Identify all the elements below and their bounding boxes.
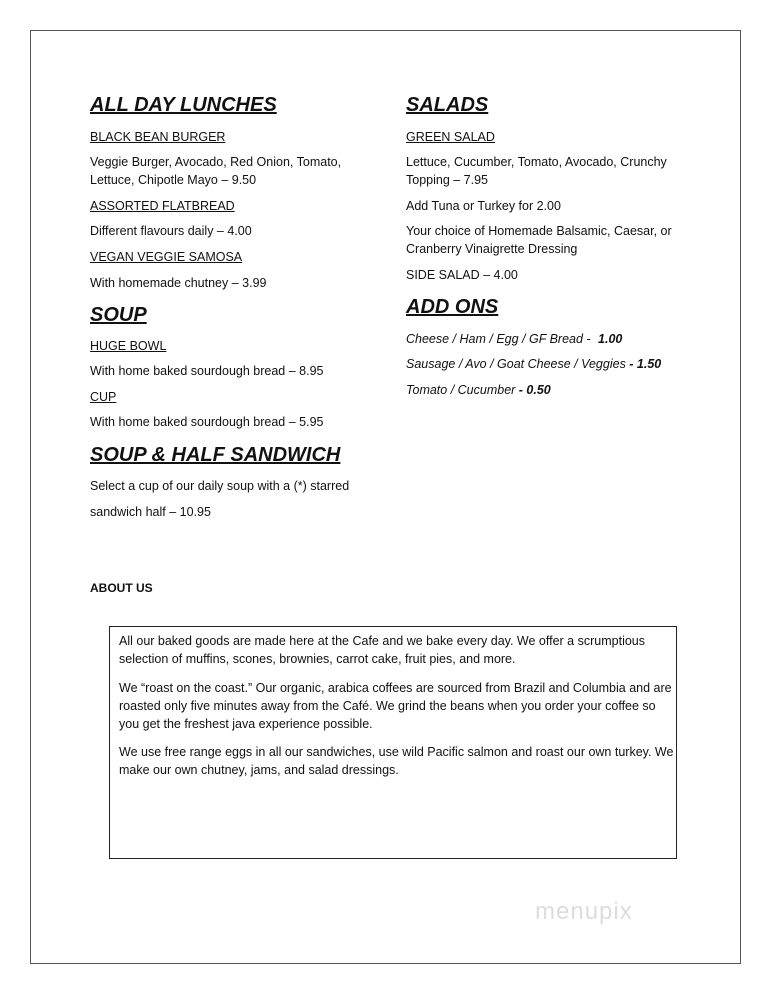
item-desc: SIDE SALAD – 4.00	[406, 268, 518, 282]
about-paragraph: All our baked goods are made here at the Cafe and we bake every day. We offer a scrumptious selection of muffins, scones, brownies, carrot cake, fruit pies, and more.	[119, 634, 645, 666]
section-heading-salads: SALADS	[406, 94, 489, 116]
addon-label: Tomato / Cucumber	[406, 383, 519, 397]
about-heading: ABOUT US	[90, 581, 153, 595]
section-heading-lunches: ALL DAY LUNCHES	[90, 94, 277, 116]
item-desc: Lettuce, Cucumber, Tomato, Avocado, Crunchy	[406, 155, 667, 169]
item-desc: With home baked sourdough bread – 8.95	[90, 364, 324, 378]
addon-item	[406, 356, 661, 372]
watermark-logo: menupix	[535, 898, 633, 925]
section-heading-addons: ADD ONS	[406, 296, 499, 318]
item-desc: Your choice of Homemade Balsamic, Caesar, or	[406, 224, 672, 238]
item-name: VEGAN VEGGIE SAMOSA	[90, 250, 243, 264]
addon-label: Sausage / Avo / Goat Cheese / Veggies	[406, 357, 630, 371]
item-name: CUP	[90, 390, 117, 404]
item-name: HUGE BOWL	[90, 339, 167, 353]
item-desc: Lettuce, Chipotle Mayo – 9.50	[90, 173, 257, 187]
item-name: GREEN SALAD	[406, 130, 495, 144]
item-desc: Topping – 7.95	[406, 173, 489, 187]
item-desc: Veggie Burger, Avocado, Red Onion, Tomato,	[90, 155, 342, 169]
addon-label: Cheese / Ham / Egg / GF Bread -	[406, 332, 595, 346]
item-desc: Different flavours daily – 4.00	[90, 224, 252, 238]
item-desc: With home baked sourdough bread – 5.95	[90, 415, 324, 429]
item-desc: sandwich half – 10.95	[90, 505, 211, 519]
item-desc: Cranberry Vinaigrette Dressing	[406, 242, 578, 256]
item-name: BLACK BEAN BURGER	[90, 130, 226, 144]
about-paragraph: We use free range eggs in all our sandwiches, use wild Pacific salmon and roast our own turkey. We make our own chutney, jams, and salad dressings.	[119, 745, 674, 777]
item-name: ASSORTED FLATBREAD	[90, 199, 235, 213]
addon-price: - 0.50	[518, 383, 551, 397]
addon-price: - 1.50	[629, 357, 662, 371]
section-heading-soup: SOUP	[90, 304, 147, 326]
about-paragraph: We “roast on the coast.” Our organic, arabica coffees are sourced from Brazil and Columbia and are roasted only five minutes away from the Café. We grind the beans when you order your coffee so you get the freshest java experience possible.	[119, 681, 672, 731]
section-heading-soup-half: SOUP & HALF SANDWICH	[90, 444, 341, 466]
addon-item	[406, 382, 551, 398]
item-desc: Select a cup of our daily soup with a (*) starred	[90, 479, 350, 493]
item-desc: With homemade chutney – 3.99	[90, 276, 267, 290]
about-box	[109, 626, 677, 859]
addon-price: 1.00	[598, 332, 623, 346]
item-desc: Add Tuna or Turkey for 2.00	[406, 199, 561, 213]
addon-item	[406, 331, 622, 347]
